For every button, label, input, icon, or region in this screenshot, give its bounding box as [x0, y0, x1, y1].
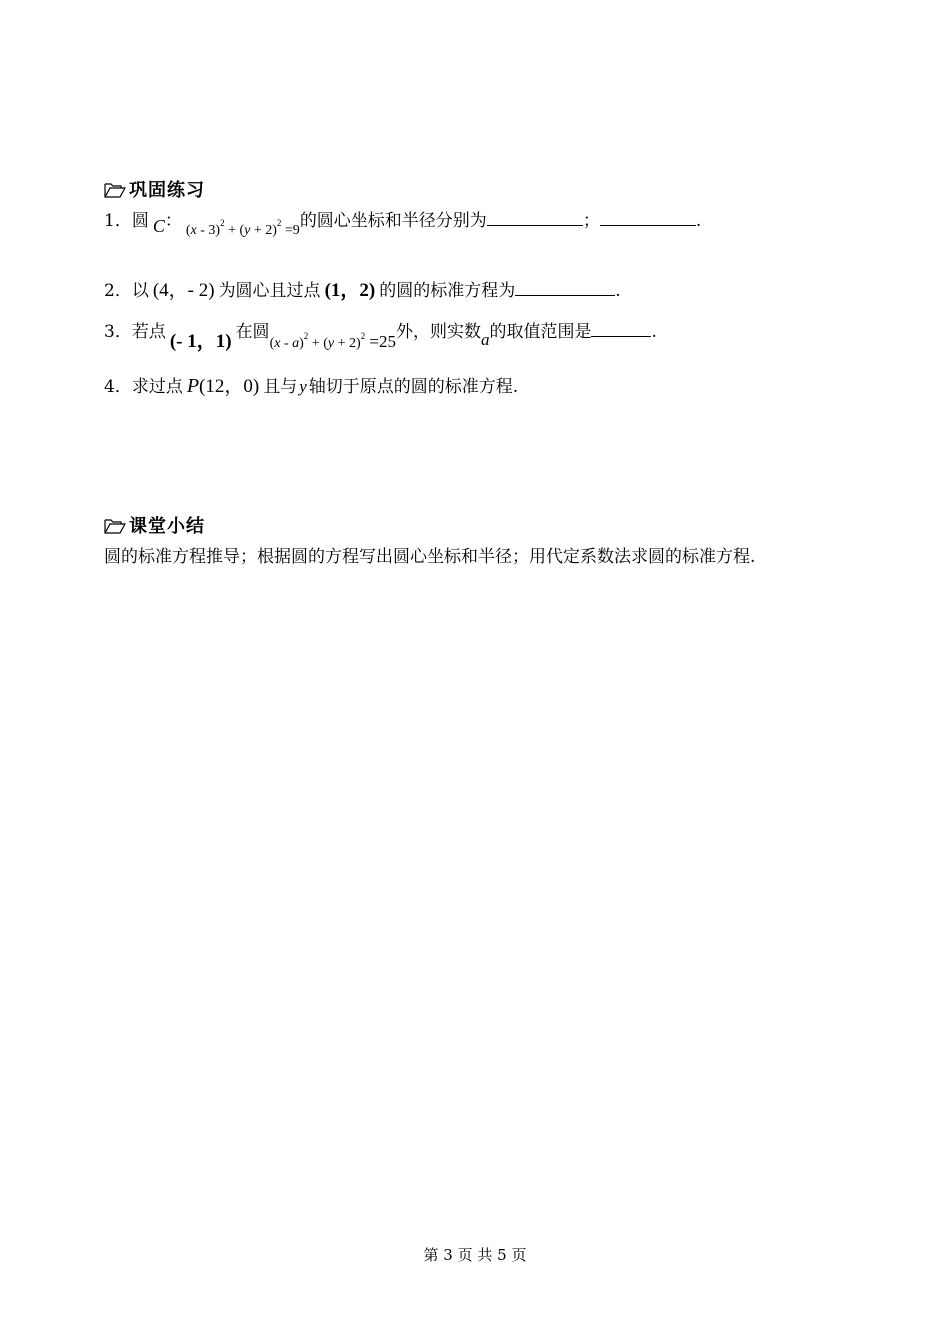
question-lead: 若点: [131, 322, 166, 342]
answer-blank-range[interactable]: [591, 322, 651, 337]
question-2: [104, 275, 621, 302]
question-text: 的取值范围是: [489, 322, 592, 342]
eq-part: =9: [281, 223, 300, 238]
summary-text: 圆的标准方程推导；根据圆的方程写出圆心坐标和半径；用代定系数法求圆的标准方程.: [104, 547, 756, 567]
question-text: 的圆心坐标和半径分别为: [299, 211, 487, 231]
section-heading-practice: [104, 176, 205, 202]
section-heading-text: 巩固练习: [129, 180, 205, 201]
question-lead: 以: [131, 281, 149, 301]
question-3: [104, 316, 657, 352]
eq-exponent: 2: [360, 331, 366, 341]
section-heading-text: 课堂小结: [129, 516, 205, 537]
point-p: P: [186, 375, 200, 397]
eq-var-x: x: [190, 223, 197, 238]
eq-part: ): [299, 336, 304, 351]
var-c: C: [152, 216, 165, 236]
eq-var-y: y: [327, 336, 335, 351]
eq-part: + (: [308, 336, 328, 351]
folder-icon: [104, 182, 126, 198]
question-text: 在圆: [235, 322, 270, 342]
page-footer: 第 3 页 共 5 页: [423, 1246, 527, 1264]
question-number: 2．: [104, 281, 132, 301]
question-text: 的圆的标准方程为: [379, 281, 516, 301]
eq-var-y: y: [244, 223, 251, 238]
eq-exponent: 2: [220, 218, 225, 228]
question-1: [104, 206, 702, 238]
answer-blank-equation[interactable]: [515, 281, 615, 296]
eq-part: (: [185, 223, 191, 238]
question-4: [104, 371, 518, 398]
eq-exponent: 2: [276, 218, 282, 228]
answer-blank-radius[interactable]: [600, 211, 696, 226]
eq-part: + 2): [250, 223, 277, 238]
question-lead: 圆: [131, 211, 149, 231]
eq-part: =25: [365, 332, 396, 351]
eq-exponent: 2: [303, 331, 309, 341]
question-lead: 求过点: [131, 377, 183, 397]
period: .: [651, 322, 657, 342]
eq-var-x: x: [274, 336, 281, 351]
given-point: (- 1，1): [169, 331, 232, 352]
eq-part: -: [280, 336, 293, 351]
pass-point: (1，2): [324, 280, 376, 301]
var-y: y: [299, 377, 307, 396]
question-number: 4．: [104, 377, 132, 397]
question-text: 且与: [263, 377, 298, 397]
separator: ；: [582, 211, 600, 231]
circle-equation: [185, 218, 300, 238]
eq-part: - 3): [196, 223, 221, 238]
eq-part: (: [269, 336, 275, 351]
question-text: 为圆心且过点: [218, 281, 321, 301]
answer-blank-center[interactable]: [487, 211, 583, 226]
period: .: [695, 211, 702, 231]
eq-var-a: a: [292, 336, 300, 351]
folder-icon: [104, 518, 126, 534]
question-text: 轴切于原点的圆的标准方程.: [308, 377, 519, 397]
circle-equation: [269, 331, 396, 351]
center-point: (4，- 2): [152, 280, 215, 301]
section-heading-summary: [104, 512, 205, 538]
eq-part: + (: [224, 223, 245, 238]
period: .: [615, 281, 621, 301]
question-number: 1．: [104, 211, 132, 231]
question-number: 3．: [104, 322, 132, 342]
colon: ：: [164, 211, 182, 231]
question-text: 外，则实数: [395, 322, 481, 342]
var-a: a: [480, 330, 490, 349]
point-coords: (12，0): [199, 376, 260, 397]
eq-part: + 2): [334, 336, 361, 351]
